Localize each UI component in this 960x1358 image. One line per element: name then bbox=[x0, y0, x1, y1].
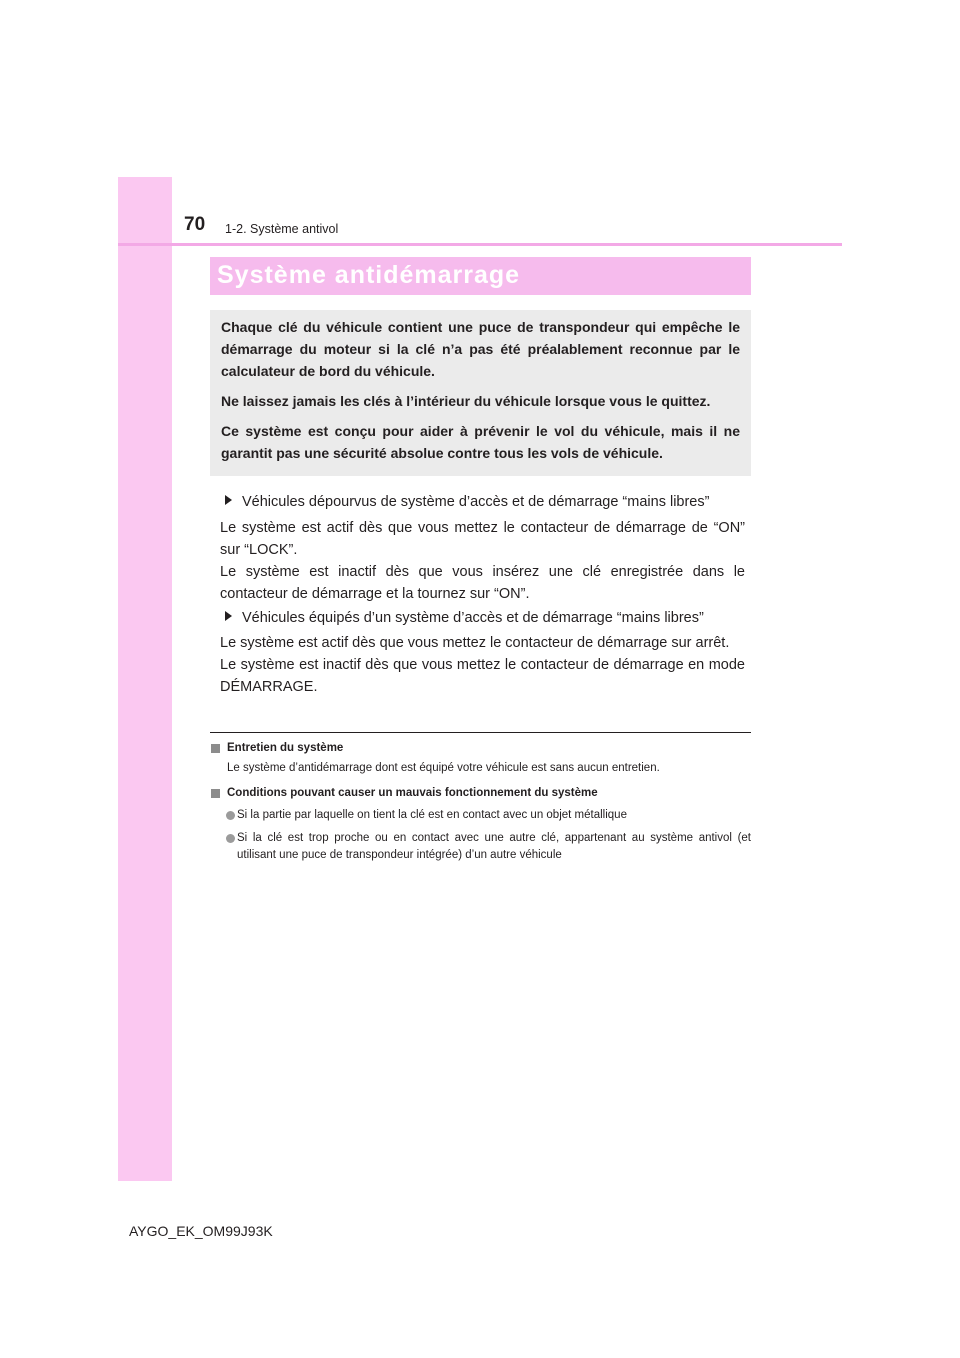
notes-divider bbox=[210, 732, 751, 733]
note-heading: Conditions pouvant causer un mauvais fonctionnement du système bbox=[210, 785, 751, 802]
chapter-title: 1-2. Système antivol bbox=[225, 222, 339, 236]
circle-bullet-icon bbox=[226, 834, 235, 843]
section-body-with-smart-entry bbox=[220, 632, 745, 698]
header-rule bbox=[118, 243, 842, 246]
section-title-band bbox=[210, 257, 751, 295]
body-paragraph: Le système est inactif dès que vous insérez une clé enregistrée dans le contacteur de démarrage et la tournez sur “ON”. bbox=[220, 564, 745, 602]
note-bullet: Si la partie par laquelle on tient la clé est en contact avec un objet métallique bbox=[210, 807, 751, 824]
triangle-bullet-icon bbox=[225, 495, 232, 505]
square-bullet-icon bbox=[211, 789, 220, 798]
square-bullet-icon bbox=[211, 744, 220, 753]
intro-paragraph: Chaque clé du véhicule contient une puce de transpondeur qui empêche le démarrage du moteur si la clé n’a pas été préalablement reconnue par le calculateur de bord du véhicule. bbox=[221, 319, 740, 379]
subheading-with-smart-entry: Véhicules équipés d’un système d’accès et de démarrage “mains libres” bbox=[225, 608, 704, 628]
intro-box bbox=[210, 310, 751, 476]
chapter-sidebar-tab bbox=[118, 177, 172, 1181]
intro-paragraph: Ce système est conçu pour aider à prévenir le vol du véhicule, mais il ne garantit pas une sécurité absolue contre tous les vols de véhicule. bbox=[221, 423, 740, 461]
note-text: Le système d’antidémarrage dont est équipé votre véhicule est sans aucun entretien. bbox=[227, 762, 660, 774]
intro-paragraph: Ne laissez jamais les clés à l’intérieur du véhicule lorsque vous le quittez. bbox=[221, 393, 711, 409]
body-paragraph: Le système est inactif dès que vous mettez le contacteur de démarrage en mode DÉMARRAGE. bbox=[220, 657, 745, 695]
note-heading: Entretien du système bbox=[210, 740, 751, 757]
body-paragraph: Le système est actif dès que vous mettez le contacteur de démarrage sur arrêt. bbox=[220, 635, 730, 651]
circle-bullet-icon bbox=[226, 811, 235, 820]
note-bullet: Si la clé est trop proche ou en contact avec une autre clé, appartenant au système antivol (et utilisant une puce de transpondeur intégrée) d’un autre véhicule bbox=[210, 830, 751, 864]
page-number: 70 bbox=[184, 214, 206, 235]
document-code-footer: AYGO_EK_OM99J93K bbox=[129, 1223, 273, 1239]
body-paragraph: Le système est actif dès que vous mettez le contacteur de démarrage de “ON” sur “LOCK”. bbox=[220, 520, 745, 558]
triangle-bullet-icon bbox=[225, 611, 232, 621]
subheading-without-smart-entry: Véhicules dépourvus de système d’accès et de démarrage “mains libres” bbox=[225, 492, 709, 512]
notes-block bbox=[210, 740, 751, 870]
section-body-without-smart-entry bbox=[220, 517, 745, 605]
section-title: Système antidémarrage bbox=[217, 261, 521, 289]
